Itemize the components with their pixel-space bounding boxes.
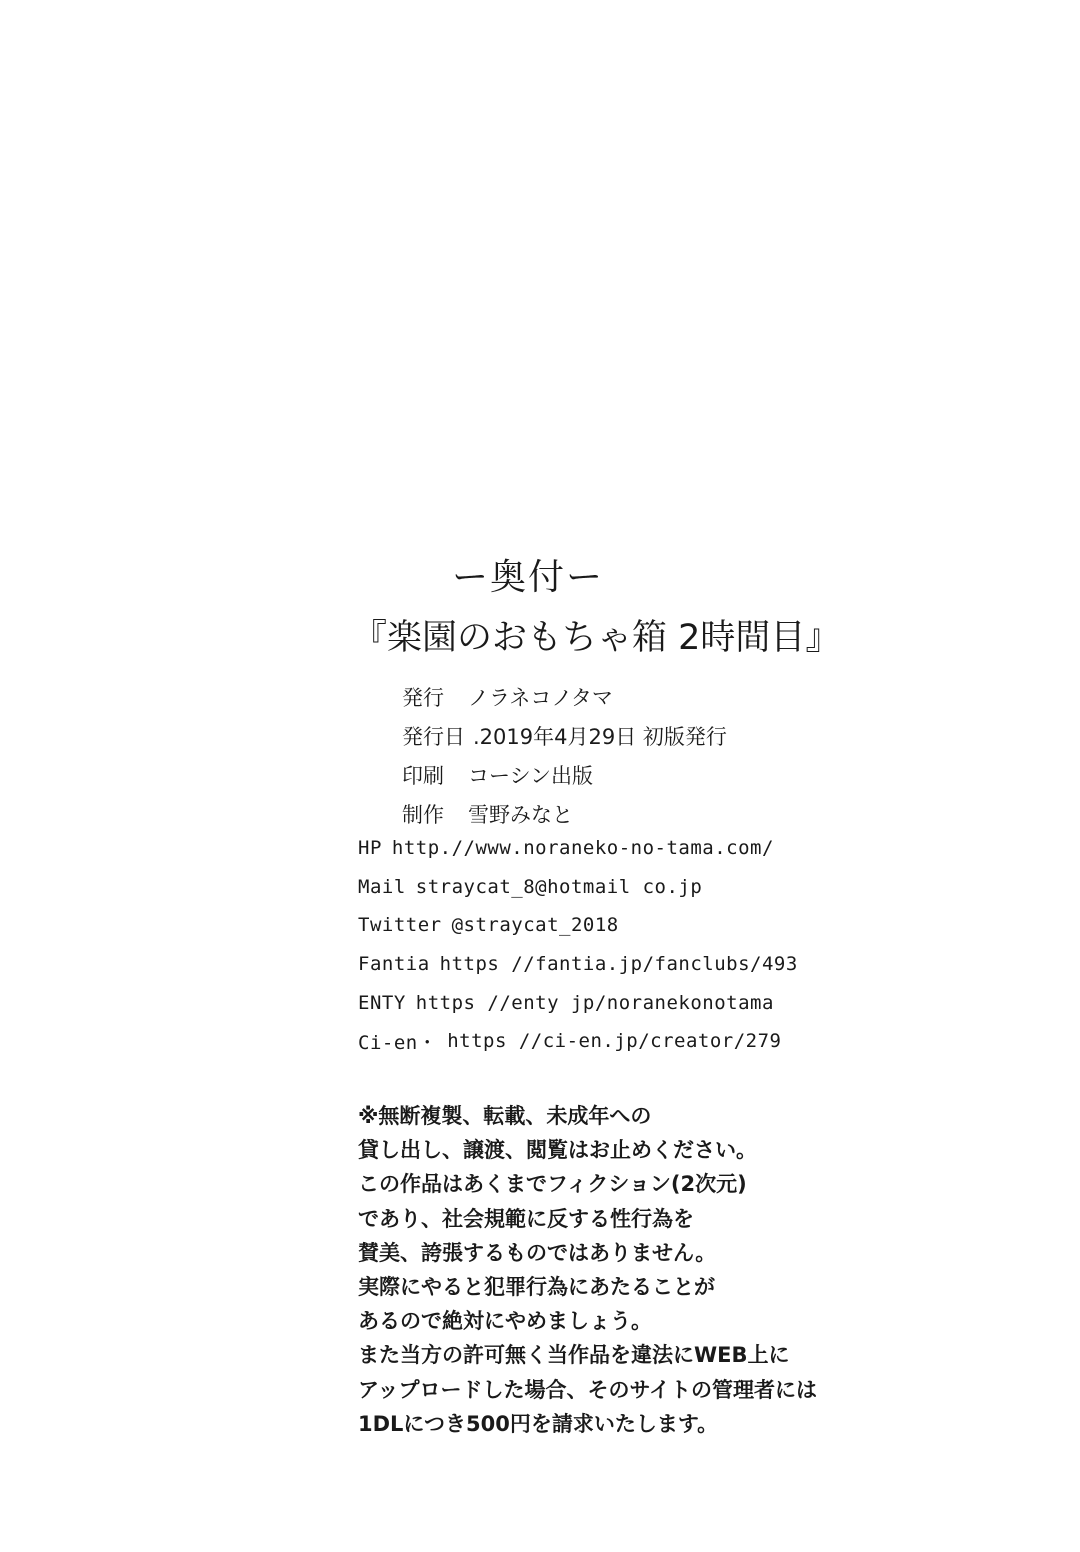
notice-line: あるので絶対にやめましょう。	[358, 1309, 652, 1334]
publish-date-row	[402, 716, 727, 755]
fantia-label: Fantia	[358, 953, 430, 976]
notice-line: 賛美、誇張するものではありません。	[358, 1240, 717, 1265]
author-value: 雪野みなと	[468, 802, 573, 827]
author-label: 制作	[402, 802, 444, 827]
homepage-row	[358, 829, 798, 868]
contact-links	[358, 829, 798, 1061]
legal-notice	[358, 1098, 1058, 1440]
publish-date-value: .2019年4月29日 初版発行	[473, 724, 727, 749]
enty-url: https //enty jp/noranekonotama	[415, 991, 774, 1014]
notice-line: アップロードした場合、そのサイトの管理者には	[358, 1377, 818, 1402]
publish-date-label: 発行日	[402, 724, 465, 749]
twitter-row	[358, 906, 798, 945]
enty-label: ENTY	[358, 991, 406, 1014]
publisher-value: ノラネコノタマ	[468, 685, 613, 710]
printer-value: コーシン出版	[468, 763, 594, 788]
twitter-label: Twitter	[358, 914, 442, 937]
printer-label: 印刷	[402, 763, 444, 788]
notice-line: 1DLにつき500円を請求いたします。	[358, 1411, 719, 1436]
notice-line: この作品はあくまでフィクション(2次元)	[358, 1172, 747, 1197]
twitter-handle: @straycat_2018	[451, 914, 619, 937]
publisher-row	[402, 677, 727, 716]
printer-row	[402, 755, 727, 794]
notice-line: 実際にやると犯罪行為にあたることが	[358, 1275, 715, 1300]
mail-address: straycat_8@hotmail co.jp	[415, 875, 703, 898]
colophon-heading: ー奥付ー	[452, 557, 605, 598]
book-title: 『楽園のおもちゃ箱 2時間目』	[352, 618, 841, 658]
notice-line: 貸し出し、譲渡、閲覧はお止めください。	[358, 1138, 757, 1163]
cien-label: Ci-en・	[358, 1031, 438, 1054]
enty-row	[358, 983, 798, 1022]
cien-url: https //ci-en.jp/creator/279	[447, 1030, 782, 1053]
homepage-url: http.//www.noraneko-no-tama.com/	[391, 837, 774, 860]
cien-row	[358, 1022, 798, 1061]
mail-label: Mail	[358, 875, 406, 898]
fantia-row	[358, 945, 798, 984]
notice-line: であり、社会規範に反する性行為を	[358, 1206, 694, 1231]
fantia-url: https //fantia.jp/fanclubs/493	[439, 953, 798, 976]
author-row	[402, 794, 727, 833]
homepage-label: HP	[358, 837, 382, 860]
publication-details	[402, 677, 727, 833]
publisher-label: 発行	[402, 685, 444, 710]
notice-line: また当方の許可無く当作品を違法にWEB上に	[358, 1343, 790, 1368]
notice-line: ※無断複製、転載、未成年への	[358, 1104, 652, 1129]
mail-row	[358, 868, 798, 907]
